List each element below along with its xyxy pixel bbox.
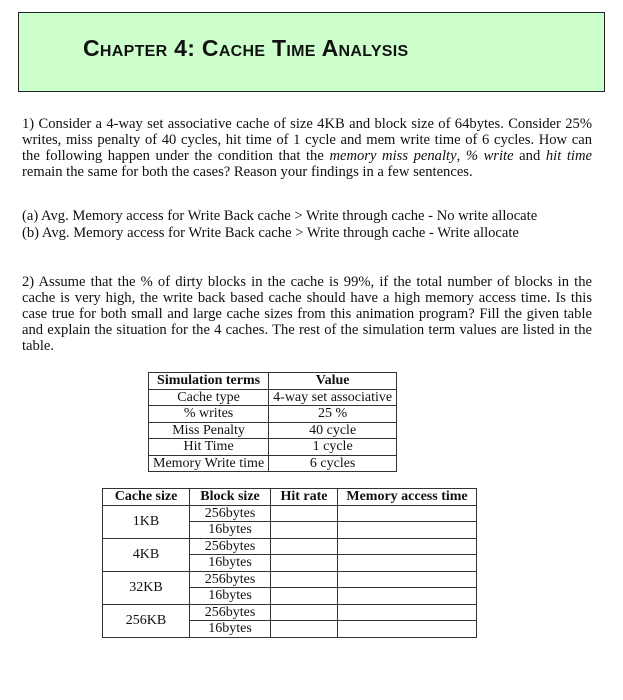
memory-access-time-cell[interactable] bbox=[338, 505, 477, 522]
sim-term: Hit Time bbox=[149, 439, 269, 456]
memory-access-time-cell[interactable] bbox=[338, 621, 477, 638]
sim-value: 6 cycles bbox=[269, 455, 397, 472]
header-memory-access-time: Memory access time bbox=[338, 489, 477, 506]
memory-access-time-cell[interactable] bbox=[338, 522, 477, 539]
table-row bbox=[149, 406, 397, 423]
simulation-terms-table bbox=[148, 372, 397, 472]
option-a: (a) Avg. Memory access for Write Back cache > Write through cache - No write allocate bbox=[22, 208, 538, 224]
hit-rate-cell[interactable] bbox=[271, 538, 338, 555]
q1-emphasis-write: % write bbox=[465, 148, 514, 164]
block-size-cell: 256bytes bbox=[190, 505, 271, 522]
block-size-cell: 16bytes bbox=[190, 522, 271, 539]
memory-access-time-cell[interactable] bbox=[338, 604, 477, 621]
cache-size-cell: 4KB bbox=[103, 538, 190, 571]
header-block-size: Block size bbox=[190, 489, 271, 506]
chapter-banner bbox=[18, 12, 605, 92]
sim-header-value: Value bbox=[269, 373, 397, 390]
sim-term: Memory Write time bbox=[149, 455, 269, 472]
block-size-cell: 16bytes bbox=[190, 588, 271, 605]
memory-access-time-cell[interactable] bbox=[338, 588, 477, 605]
chapter-title: Chapter 4: Cache Time Analysis bbox=[83, 35, 409, 61]
sim-term: % writes bbox=[149, 406, 269, 423]
results-header-row bbox=[103, 489, 477, 506]
block-size-cell: 256bytes bbox=[190, 538, 271, 555]
memory-access-time-cell[interactable] bbox=[338, 571, 477, 588]
hit-rate-cell[interactable] bbox=[271, 571, 338, 588]
question-2-text: 2) Assume that the % of dirty blocks in the cache is 99%, if the total number of blocks in the cache is very high, the write back based cache should have a high memory access time. Is this case true for both small and large cache sizes from this animation program? Fill the given table and explain the situation for the 4 caches. The rest of the simulation term values are listed in the table. bbox=[22, 274, 592, 354]
table-row bbox=[103, 604, 477, 621]
block-size-cell: 16bytes bbox=[190, 555, 271, 572]
sim-term: Miss Penalty bbox=[149, 422, 269, 439]
block-size-cell: 16bytes bbox=[190, 621, 271, 638]
sim-value: 1 cycle bbox=[269, 439, 397, 456]
q1-text-part-d: remain the same for both the cases? Reason your findings in a few sentences. bbox=[22, 164, 473, 180]
hit-rate-cell[interactable] bbox=[271, 604, 338, 621]
sim-term: Cache type bbox=[149, 389, 269, 406]
q1-text-part-a: 1) Consider a 4-way set associative cache of size 4KB and block size of 64bytes. Consider 25% writes, miss penalty of 40 cycles, hit time of 1 cycle and mem write time of 6 cycles. How can the following happen under the condition that the bbox=[22, 116, 592, 164]
q1-emphasis-hit-time: hit time bbox=[545, 148, 592, 164]
table-row bbox=[149, 422, 397, 439]
results-table bbox=[102, 488, 477, 638]
memory-access-time-cell[interactable] bbox=[338, 555, 477, 572]
hit-rate-cell[interactable] bbox=[271, 505, 338, 522]
block-size-cell: 256bytes bbox=[190, 571, 271, 588]
sim-value: 40 cycle bbox=[269, 422, 397, 439]
memory-access-time-cell[interactable] bbox=[338, 538, 477, 555]
table-row bbox=[149, 455, 397, 472]
table-row bbox=[149, 389, 397, 406]
q1-text-part-b: , bbox=[456, 148, 466, 164]
block-size-cell: 256bytes bbox=[190, 604, 271, 621]
cache-size-cell: 32KB bbox=[103, 571, 190, 604]
q1-text-part-c: and bbox=[513, 148, 546, 164]
question-1-options bbox=[22, 208, 602, 242]
header-cache-size: Cache size bbox=[103, 489, 190, 506]
sim-value: 4-way set associative bbox=[269, 389, 397, 406]
hit-rate-cell[interactable] bbox=[271, 621, 338, 638]
cache-size-cell: 256KB bbox=[103, 604, 190, 637]
option-b: (b) Avg. Memory access for Write Back cache > Write through cache - Write allocate bbox=[22, 225, 519, 241]
header-hit-rate: Hit rate bbox=[271, 489, 338, 506]
question-1-text bbox=[22, 116, 592, 180]
sim-header-row bbox=[149, 373, 397, 390]
table-row bbox=[149, 439, 397, 456]
sim-header-terms: Simulation terms bbox=[149, 373, 269, 390]
table-row bbox=[103, 571, 477, 588]
table-row bbox=[103, 538, 477, 555]
hit-rate-cell[interactable] bbox=[271, 522, 338, 539]
hit-rate-cell[interactable] bbox=[271, 588, 338, 605]
hit-rate-cell[interactable] bbox=[271, 555, 338, 572]
sim-value: 25 % bbox=[269, 406, 397, 423]
q1-emphasis-miss-penalty: memory miss penalty bbox=[329, 148, 457, 164]
table-row bbox=[103, 505, 477, 522]
cache-size-cell: 1KB bbox=[103, 505, 190, 538]
